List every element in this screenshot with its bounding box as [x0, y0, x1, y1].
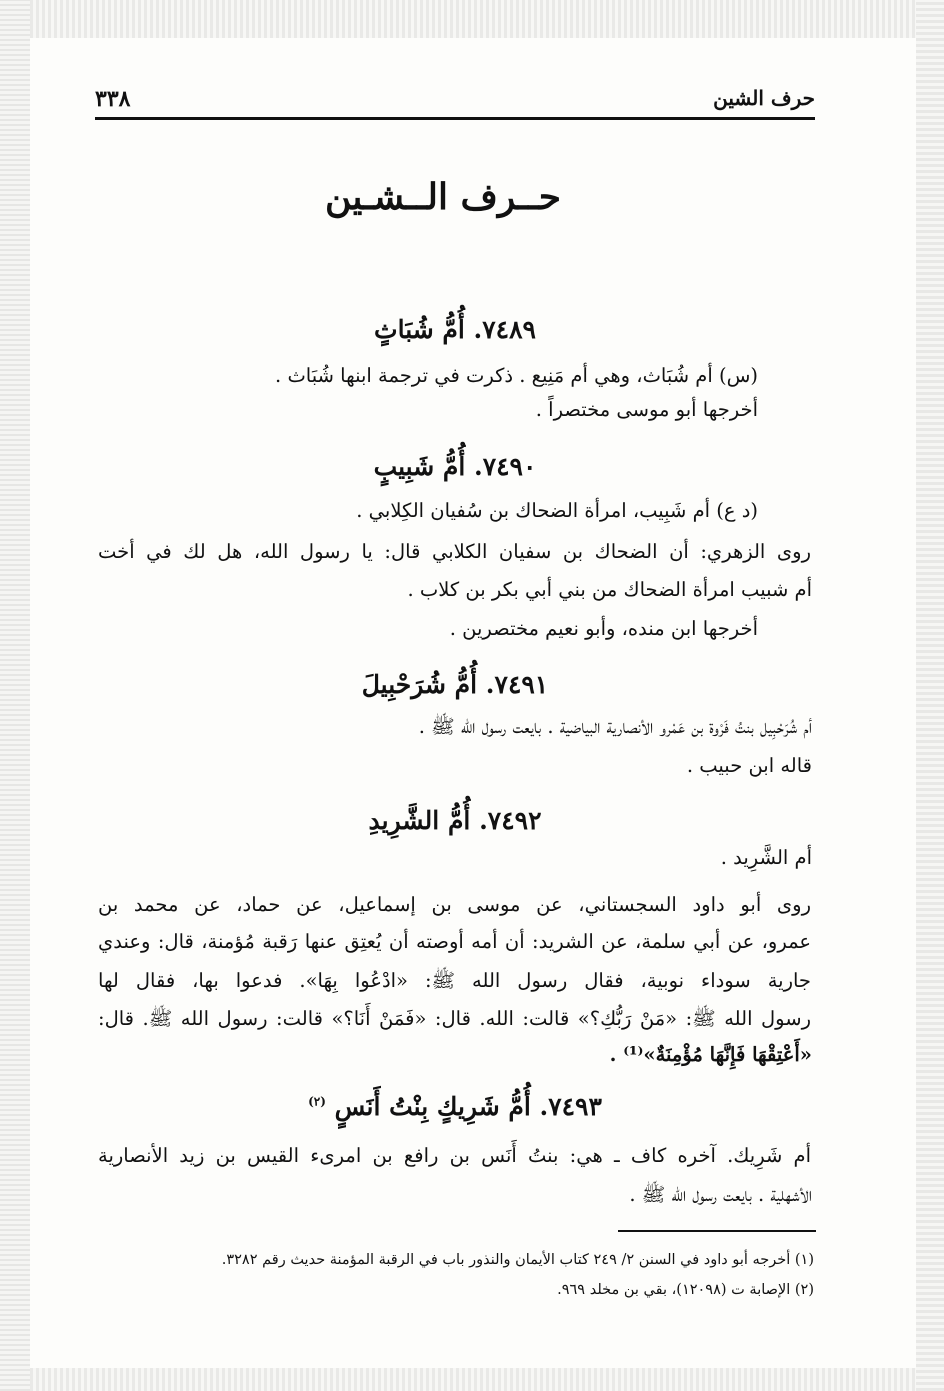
scan-edge-bottom — [0, 1368, 944, 1391]
entry-text-line: قاله ابن حبيب . — [686, 754, 812, 777]
entry-text-line: عمرو، عن أبي سلمة، عن الشريد: أن أمه أوصته أن يُعتِق عنها رَقبة مُؤمنة، قال: وعندي — [98, 930, 811, 953]
entry-text-line: «أَعْتِقْهَا فَإِنَّهَا مُؤْمِنَةٌ»⁽¹⁾ . — [609, 1043, 812, 1066]
footnote: (٢) الإصابة ت (١٢٠٩٨)، بقي بن مخلد ٩٦٩. — [557, 1282, 814, 1298]
entry-text-line: أم شُرَحْبِيل بنتُ فَرْوة بن عَمْرو الأنصارية البياضية . بايعت رسول الله ﷺ . — [418, 715, 812, 738]
scan-edge-right — [916, 0, 944, 1391]
entry-title: ٧٤٩٠. أُمُّ شَبِيبٍ — [373, 452, 537, 481]
footnote-rule — [618, 1230, 816, 1232]
entry-text-line: أخرجها أبو موسى مختصراً . — [535, 398, 758, 421]
header-rule — [95, 117, 815, 120]
entry-text-line: أم شَرِيك. آخره كاف ـ هي: بنتُ أَنَس بن رافع بن امرىء القيس بن زيد الأنصارية — [98, 1144, 811, 1167]
entry-title: ٧٤٨٩. أُمُّ شُبَاثٍ — [374, 315, 536, 344]
entry-text-line: (س) أم شُبَاث، وهي أم مَنِيع . ذكرت في ترجمة ابنها شُبَاث . — [275, 364, 758, 387]
entry-text-line: أم الشَّرِيد . — [720, 846, 812, 869]
entry-text-line: أخرجها ابن منده، وأبو نعيم مختصرين . — [449, 617, 758, 640]
entry-title: ٧٤٩١. أُمُّ شُرَحْبِيلَ — [361, 670, 549, 699]
entry-text-line: روى الزهري: أن الضحاك بن سفيان الكلابي قال: يا رسول الله، هل لك في أخت — [98, 540, 811, 563]
entry-text-line: رسول الله ﷺ: «مَنْ رَبُّكِ؟» قالت: الله. قال: «فَمَنْ أَنَا؟» قالت: رسول الله ﷺ. قال: — [98, 1007, 811, 1030]
entry-text-line: جارية سوداء نوبية، فقال رسول الله ﷺ: «ادْعُوا بِهَا». فدعوا بها، فقال لها — [98, 969, 811, 992]
footnote: (١) أخرجه أبو داود في السنن ٢/ ٢٤٩ كتاب الأيمان والنذور باب في الرقبة المؤمنة حديث رقم ٣٢٨٢. — [221, 1252, 814, 1268]
running-header — [95, 86, 815, 116]
entry-title: ٧٤٩٢. أُمُّ الشَّرِيدِ — [368, 806, 542, 835]
entry-text-line: أم شبيب امرأة الضحاك من بني أبي بكر بن كلاب . — [407, 578, 812, 601]
scan-edge-top — [0, 0, 944, 38]
footnote-reference: (٢) — [308, 1094, 326, 1109]
page-number: ٣٣٨ — [95, 86, 131, 112]
entry-text-line: (د ع) أم شَبِيب، امرأة الضحاك بن سُفيان الكِلابي . — [356, 499, 758, 522]
book-page — [30, 38, 916, 1368]
entry-text-line: روى أبو داود السجستاني، عن موسى بن إسماعيل، عن حماد، عن محمد بن — [98, 893, 811, 916]
entry-title-text: ٧٤٩٣. أُمُّ شَرِيكٍ بِنْتُ أَنَسٍ — [334, 1092, 602, 1121]
running-chapter-label: حرف الشين — [713, 86, 815, 110]
entry-title — [95, 1092, 815, 1121]
chapter-title: حــرف الــشـين — [324, 176, 562, 218]
entry-text-line: الأشهلية . بايعت رسول الله ﷺ . — [629, 1183, 812, 1206]
